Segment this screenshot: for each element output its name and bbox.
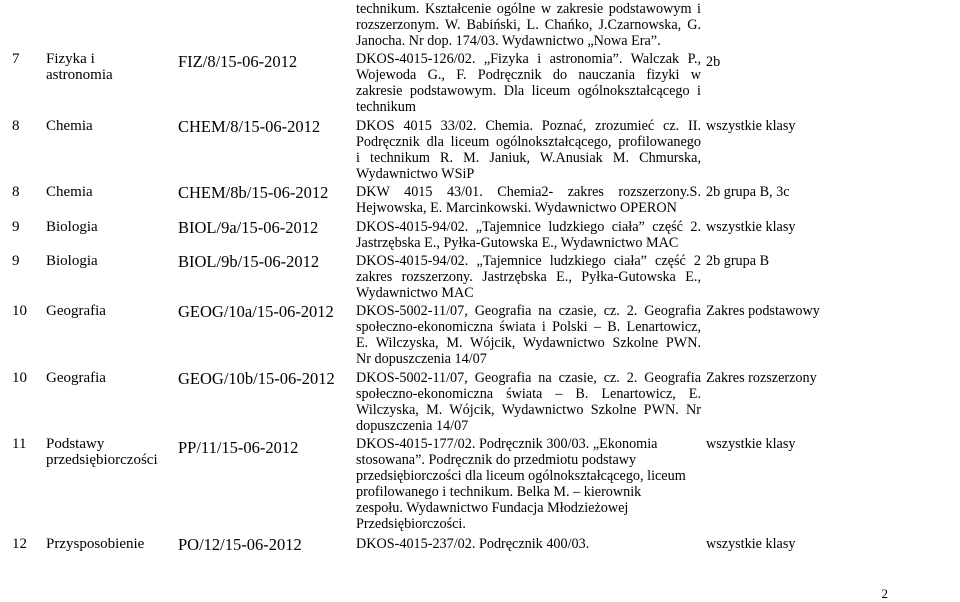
subject-line: Chemia [46,184,93,200]
description-line: Hejwowska, E. Marcinkowski. Wydawnictwo OPERON [356,200,677,216]
row-code: BIOL/9a/15-06-2012 [178,218,319,237]
description-line: i technikum R. M. Janiuk, W.Anusiak M. Chmurska, [356,150,701,166]
subject-line: astronomia [46,67,113,83]
description-line: społeczno-ekonomiczna świata i Polski – B. Lenartowicz, [356,319,701,335]
row-description [356,51,701,115]
row-description [356,118,701,182]
subject-line: Fizyka i [46,51,95,67]
description-line: Janocha. Nr dop. 174/03. Wydawnictwo „Nowa Era”. [356,33,661,49]
description-line: DKOS-4015-237/02. Podręcznik 400/03. [356,536,590,552]
description-line: profilowanego i technikum. Belka M. – kierownik [356,484,642,500]
page-number: 2 [881,586,888,601]
description-line: DKOS 4015 33/02. Chemia. Poznać, zrozumieć cz. II. [356,118,701,134]
row-classes: 2b grupa B [706,253,770,269]
description-line: E. Wilczyska, M. Wójcik, Wydawnictwo Szkolne PWN. [356,335,701,351]
row-description [356,370,701,434]
description-line: DKOS-5002-11/07, Geografia na czasie, cz. 2. Geografia [356,303,701,319]
subject-line: przedsiębiorczości [46,452,158,468]
row-description [356,436,701,532]
row-classes: wszystkie klasy [706,536,796,552]
description-line: społeczno-ekonomiczna świata – B. Lenartowicz, E. [356,386,701,402]
subject-line: Chemia [46,118,93,134]
row-subject [46,536,176,552]
description-line: technikum. Kształcenie ogólne w zakresie podstawowym i [356,1,701,17]
row-code: BIOL/9b/15-06-2012 [178,252,320,271]
subject-line: Biologia [46,253,98,269]
row-code: FIZ/8/15-06-2012 [178,52,298,71]
row-number: 7 [12,51,20,67]
row-classes: Zakres rozszerzony [706,370,817,386]
description-line: DKOS-4015-126/02. „Fizyka i astronomia”. Walczak P., [356,51,701,67]
description-line: DKOS-4015-94/02. „Tajemnice ludzkiego ciała” część 2 [356,253,701,269]
row-classes: 2b [706,54,721,70]
description-line: przedsiębiorczości dla liceum ogólnokształcącego, liceum [356,468,686,484]
row-description [356,1,701,49]
row-subject [46,303,176,319]
subject-line: Geografia [46,303,106,319]
row-subject [46,219,176,235]
row-description [356,184,701,216]
subject-line: Przysposobienie [46,536,145,552]
description-line: Wydawnictwo WSiP [356,166,475,182]
row-number: 8 [12,118,20,134]
row-description [356,303,701,367]
description-line: stosowana”. Podręcznik do przedmiotu podstawy [356,452,637,468]
row-description [356,219,701,251]
row-code: CHEM/8b/15-06-2012 [178,183,329,202]
description-line: DKOS-5002-11/07, Geografia na czasie, cz. 2. Geografia [356,370,701,386]
row-number: 8 [12,184,20,200]
row-subject [46,370,176,386]
row-code: PP/11/15-06-2012 [178,438,299,457]
description-line: zakresie podstawowym. Dla liceum ogólnokształcącego i [356,83,701,99]
row-subject [46,118,176,134]
row-code: PO/12/15-06-2012 [178,535,302,554]
subject-line: Geografia [46,370,106,386]
description-line: technikum [356,99,416,115]
row-classes: 2b grupa B, 3c [706,184,790,200]
description-line: Przedsiębiorczości. [356,516,466,532]
description-line: Wojewoda G., F. Podręcznik do nauczania fizyki w [356,67,701,83]
subject-line: Biologia [46,219,98,235]
description-line: DKOS-4015-177/02. Podręcznik 300/03. „Ekonomia [356,436,658,452]
row-description [356,253,701,301]
description-line: zespołu. Wydawnictwo Fundacja Młodzieżowej [356,500,629,516]
row-subject [46,436,176,468]
description-line: DKW 4015 43/01. Chemia2- zakres rozszerzony.S. [356,184,701,200]
row-number: 9 [12,253,20,269]
description-line: Nr dopuszczenia 14/07 [356,351,487,367]
row-subject [46,184,176,200]
row-number: 9 [12,219,20,235]
row-number: 10 [12,370,27,386]
description-line: dopuszczenia 14/07 [356,418,469,434]
row-classes: wszystkie klasy [706,219,796,235]
row-classes: Zakres podstawowy [706,303,820,319]
row-code: GEOG/10b/15-06-2012 [178,369,335,388]
row-number: 12 [12,536,27,552]
description-line: Podręcznik dla liceum ogólnokształcącego, profilowanego [356,134,701,150]
row-subject [46,253,176,269]
subject-line: Podstawy [46,436,105,452]
row-description [356,536,701,552]
description-line: rozszerzonym. W. Babiński, L. Chańko, J.Czarnowska, G. [356,17,701,33]
row-number: 11 [12,436,27,452]
description-line: DKOS-4015-94/02. „Tajemnice ludzkiego ciała” część 2. [356,219,701,235]
row-classes: wszystkie klasy [706,118,796,134]
row-code: GEOG/10a/15-06-2012 [178,302,334,321]
description-line: zakres rozszerzony. Jastrzębska E., Pyłka-Gutowska E., [356,269,701,285]
description-line: Wydawnictwo MAC [356,285,474,301]
row-number: 10 [12,303,27,319]
description-line: Wilczyska, M. Wójcik, Wydawnictwo Szkolne PWN. Nr [356,402,701,418]
row-code: CHEM/8/15-06-2012 [178,117,321,136]
row-classes: wszystkie klasy [706,436,796,452]
description-line: Jastrzębska E., Pyłka-Gutowska E., Wydawnictwo MAC [356,235,679,251]
row-subject [46,51,176,83]
